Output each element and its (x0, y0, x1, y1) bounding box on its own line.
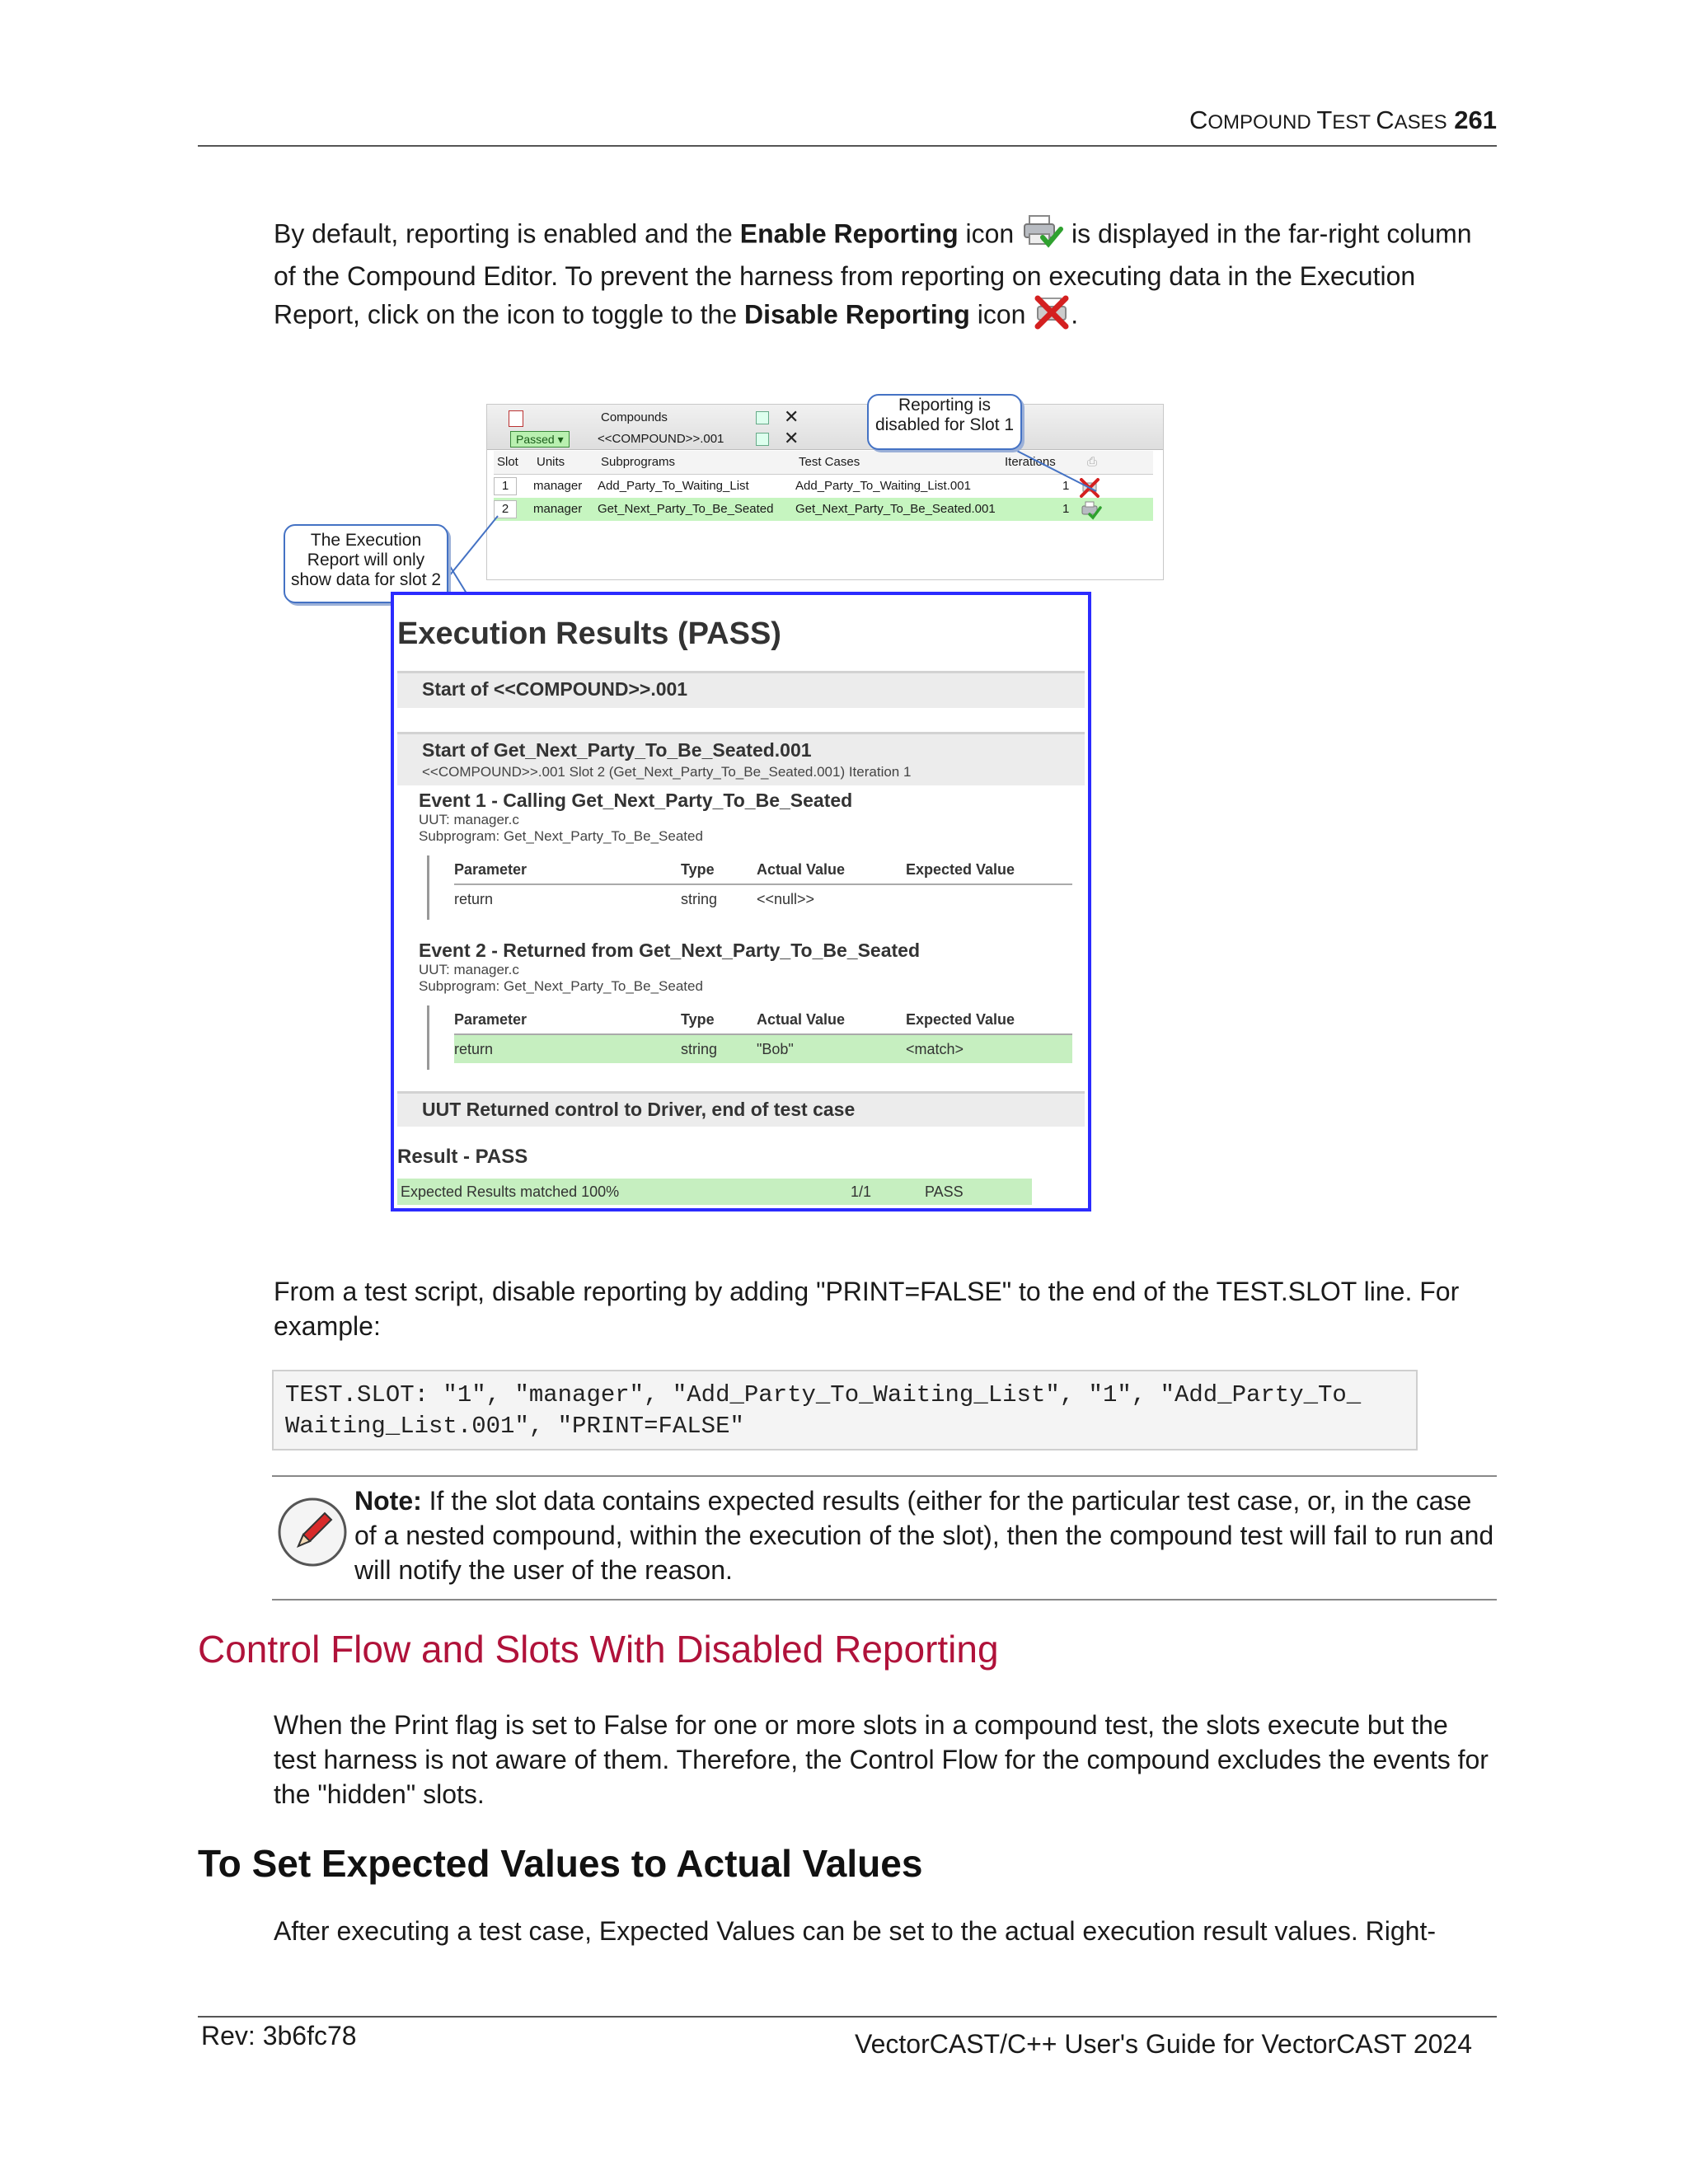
intro-paragraph: By default, reporting is enabled and the Enable Reporting icon is displayed in the far-right column of the Compound Editor. To prevent the harness from reporting on executing data in the Execution Report, click on the icon to toggle to the Disable Reporting icon . (274, 213, 1493, 340)
close-icon[interactable]: ✕ (784, 428, 799, 448)
connector-line (1006, 445, 1096, 491)
header-section-title: COMPOUND TEST CASES (1189, 105, 1447, 134)
page-number: 261 (1454, 105, 1497, 134)
section-heading-expected-values: To Set Expected Values to Actual Values (198, 1842, 923, 1885)
table-header: Parameter Type Actual Value Expected Value (454, 855, 1072, 885)
table-header: Slot Units Subprograms Test Cases Iterations ⎙ (494, 451, 1153, 475)
status-badge[interactable]: Passed ▾ (510, 431, 570, 448)
printer-column-icon: ⎙ (1087, 455, 1098, 469)
result-bar: Expected Results matched 100% 1/1 PASS (397, 1179, 1032, 1205)
band-start-compound: Start of <<COMPOUND>>.001 (397, 671, 1085, 708)
execution-report (391, 592, 1091, 1212)
event-2-params (427, 1005, 1072, 1070)
callout-slot1-disabled: Reporting is disabled for Slot 1 (867, 394, 1022, 450)
footer-revision: Rev: 3b6fc78 (201, 2021, 357, 2050)
table-header: Parameter Type Actual Value Expected Value (454, 1005, 1072, 1035)
event-1: Event 1 - Calling Get_Next_Party_To_Be_Seated UUT: manager.c Subprogram: Get_Next_Party_To_Be_Seated (419, 790, 853, 844)
table-row: return string <<null>> (454, 891, 815, 907)
connector-line (448, 516, 498, 577)
table-row[interactable]: 1 manager Add_Party_To_Waiting_List Add_Party_To_Waiting_List.001 1 (494, 475, 1153, 498)
section-2-body: After executing a test case, Expected Values can be set to the actual execution result values. Right- (274, 1916, 1436, 1946)
code-block: TEST.SLOT: "1", "manager", "Add_Party_To_Waiting_List", "1", "Add_Party_To_ Waiting_List.001", "PRINT=FALSE" (272, 1370, 1418, 1451)
note-box (272, 1475, 1497, 1601)
section-1-body: When the Print flag is set to False for one or more slots in a compound test, the slots execute but the test harness is not aware of them. Therefore, the Control Flow for the compound excludes the events for the "hidden" slots. (274, 1710, 1489, 1809)
event-1-params (427, 855, 1072, 920)
band-uut-returned: UUT Returned control to Driver, end of test case (397, 1091, 1085, 1127)
script-paragraph: From a test script, disable reporting by adding "PRINT=FALSE" to the end of the TEST.SLOT line. For example: (274, 1277, 1460, 1341)
footer-rule (198, 2016, 1497, 2018)
note-text: Note: If the slot data contains expected results (either for the particular test case, or, in the case of a nested compound, within the execution of the slot), then the compound test will fail to run and will notify the user of the reason. (354, 1486, 1494, 1585)
band-start-case: Start of Get_Next_Party_To_Be_Seated.001 <<COMPOUND>>.001 Slot 2 (Get_Next_Party_To_Be_Seated.001) Iteration 1 (397, 732, 1085, 785)
pencil-note-icon (275, 1495, 349, 1573)
tab-compound-001[interactable]: Passed ▾ <<COMPOUND>>.001 ✕ (494, 429, 823, 449)
callout-report-slot2: The Execution Report will only show data for slot 2 (284, 524, 448, 603)
result-label: Result - PASS (397, 1146, 528, 1168)
close-icon[interactable]: ✕ (784, 406, 799, 427)
event-2: Event 2 - Returned from Get_Next_Party_To_Be_Seated UUT: manager.c Subprogram: Get_Next_Party_To_Be_Seated (419, 940, 920, 994)
footer-guide-title: VectorCAST/C++ User's Guide for VectorCAST 2024 (855, 2029, 1472, 2059)
report-title: Execution Results (PASS) (397, 616, 781, 651)
table-row[interactable]: 2 manager Get_Next_Party_To_Be_Seated Get_Next_Party_To_Be_Seated.001 1 (494, 498, 1153, 521)
table-row: return string "Bob" <match> (454, 1035, 1072, 1063)
tab-compounds[interactable]: Compounds ✕ (494, 408, 823, 428)
section-heading-control-flow: Control Flow and Slots With Disabled Reporting (198, 1628, 999, 1671)
